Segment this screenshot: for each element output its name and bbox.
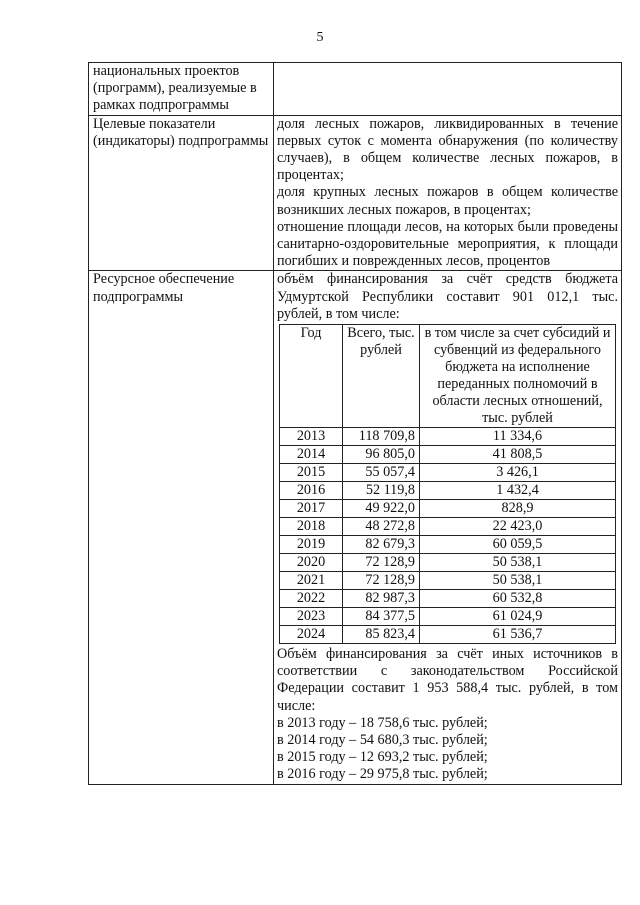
cell-year: 2015 [280,464,343,482]
row-label-text: Ресурсное обеспечение подпрограммы [93,271,235,305]
cell-year: 2020 [280,554,343,572]
cell-total: 118 709,8 [343,428,420,446]
indicator-paragraph: отношение площади лесов, на которых были проведены санитарно-оздоровительные мероприятия, к площади погибших и поврежденных лесов, процентов [277,218,618,270]
cell-federal: 11 334,6 [420,428,616,446]
table-row [280,428,616,446]
other-sources-paragraph: Объём финансирования за счёт иных источников в соответствии с законодательством Российской Федерации составит 1 953 588,4 тыс. рублей, в том числе: [277,646,618,714]
cell-total: 48 272,8 [343,518,420,536]
table-row [280,590,616,608]
funding-table-header [280,325,616,428]
cell-year: 2024 [280,626,343,644]
table-row [280,446,616,464]
cell-year: 2013 [280,428,343,446]
year-line: в 2013 году – 18 758,6 тыс. рублей; [277,714,488,731]
table-row [280,518,616,536]
cell-year: 2018 [280,518,343,536]
cell-federal: 50 538,1 [420,554,616,572]
header-federal: в том числе за счет субсидий и субвенций из федерального бюджета на исполнение переданных полномочий в области лесных отношений, тыс. рублей [420,325,616,428]
cell-federal: 828,9 [420,500,616,518]
cell-year: 2016 [280,482,343,500]
cell-total: 84 377,5 [343,608,420,626]
cell-year: 2021 [280,572,343,590]
cell-total: 85 823,4 [343,626,420,644]
cell-year: 2019 [280,536,343,554]
indicator-paragraph: доля крупных лесных пожаров в общем количестве возникших лесных пожаров, в процентах; [277,184,618,218]
cell-total: 72 128,9 [343,554,420,572]
header-total: Всего, тыс. рублей [343,325,420,428]
cell-federal: 41 808,5 [420,446,616,464]
row-value [274,63,622,116]
cell-federal: 1 432,4 [420,482,616,500]
row-label [89,63,274,116]
table-row [280,554,616,572]
table-row [280,500,616,518]
table-row [280,608,616,626]
table-row [280,572,616,590]
row-label-text: национальных проектов (программ), реализуемые в рамках подпрограммы [93,63,257,114]
cell-year: 2023 [280,608,343,626]
table-row [280,626,616,644]
indicator-paragraph: доля лесных пожаров, ликвидированных в течение первых суток с момента обнаружения (по количеству случаев), в общем количестве лесных пожаров, в процентах; [277,115,618,184]
funding-intro: объём финансирования за счёт средств бюджета Удмуртской Республики составит 901 012,1 тыс. рублей, в том числе: [277,271,618,322]
row-value [274,115,622,271]
table-row [89,63,622,116]
cell-federal: 50 538,1 [420,572,616,590]
header-year: Год [280,325,343,428]
table-row [280,482,616,500]
row-label [89,115,274,271]
cell-year: 2014 [280,446,343,464]
cell-total: 49 922,0 [343,500,420,518]
page-number: 5 [316,30,324,45]
cell-federal: 61 536,7 [420,626,616,644]
row-label [89,271,274,784]
cell-federal: 60 059,5 [420,536,616,554]
table-row [280,536,616,554]
table-row [280,464,616,482]
cell-total: 72 128,9 [343,572,420,590]
cell-total: 52 119,8 [343,482,420,500]
row-label-text: Целевые показатели (индикаторы) подпрограммы [93,115,269,149]
funding-table [279,324,616,644]
cell-federal: 22 423,0 [420,518,616,536]
year-line: в 2015 году – 12 693,2 тыс. рублей; [277,749,488,766]
cell-federal: 60 532,8 [420,590,616,608]
table-row [89,271,622,784]
year-line: в 2014 году – 54 680,3 тыс. рублей; [277,732,488,749]
cell-total: 82 679,3 [343,536,420,554]
passport-table [88,62,622,785]
cell-federal: 61 024,9 [420,608,616,626]
cell-total: 55 057,4 [343,464,420,482]
cell-year: 2017 [280,500,343,518]
row-value [274,271,622,784]
cell-year: 2022 [280,590,343,608]
cell-federal: 3 426,1 [420,464,616,482]
cell-total: 96 805,0 [343,446,420,464]
table-row [89,115,622,271]
year-line: в 2016 году – 29 975,8 тыс. рублей; [277,766,488,783]
cell-total: 82 987,3 [343,590,420,608]
